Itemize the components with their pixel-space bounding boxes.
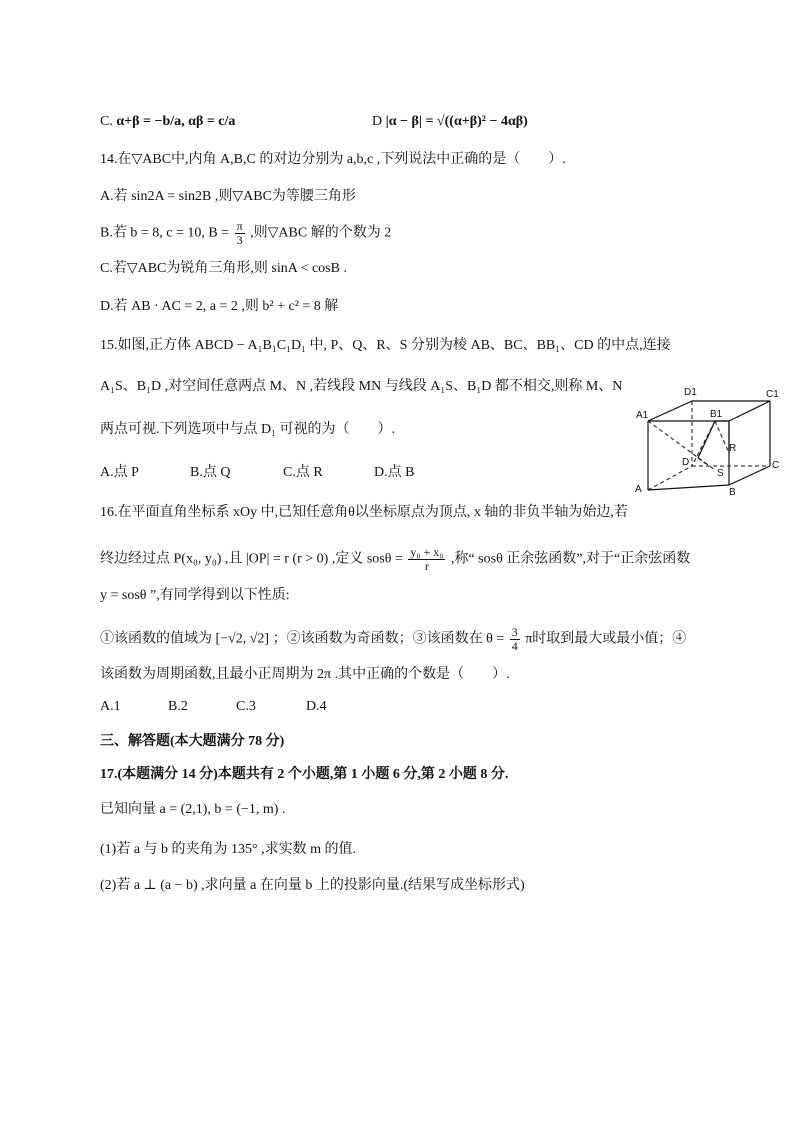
- q17-part-1: (1)若 a 与 b 的夹角为 135° ,求实数 m 的值.: [100, 842, 357, 857]
- q16-line-3: y = sosθ ”,有同学得到以下性质:: [100, 588, 290, 603]
- q15-option-d: D.点 B: [374, 465, 415, 480]
- label-s: S: [717, 468, 724, 479]
- q16-line-4: [100, 626, 686, 653]
- q14-option-b-fraction: [235, 220, 245, 247]
- label-c: C: [772, 460, 780, 471]
- q15-option-b: B.点 Q: [190, 465, 231, 480]
- q14-option-b-post: ,则▽ABC 解的个数为 2: [250, 225, 392, 241]
- q13-option-d-expr: |α − β| = √((α+β)² − 4αβ): [385, 114, 528, 129]
- q16-line-2: [100, 546, 690, 573]
- label-a1: A1: [636, 410, 649, 421]
- label-a: A: [635, 484, 642, 495]
- label-c1: C1: [766, 389, 779, 400]
- label-b1: B1: [710, 409, 723, 420]
- label-b: B: [729, 487, 736, 498]
- q16-line-5: 该函数为周期函数,且最小正周期为 2π .其中正确的个数是（ ）.: [100, 667, 510, 682]
- fraction-numerator: y₀ + x₀: [410, 545, 444, 559]
- fraction-denominator: r: [424, 559, 429, 573]
- fraction-denominator: 3: [236, 233, 243, 247]
- q13-option-d-label: D: [372, 114, 383, 129]
- q16-option-d: D.4: [306, 699, 327, 714]
- q17-head: 17.(本题满分 14 分)本题共有 2 个小题,第 1 小题 6 分,第 2 小题 8 分.: [100, 767, 509, 782]
- q14-option-b: [100, 220, 391, 247]
- fraction-numerator: π: [236, 219, 243, 233]
- q16-line-4-fraction: [510, 626, 520, 653]
- label-r: R: [729, 443, 737, 454]
- q15-line-3: 两点可视.下列选项中与点 D₁ 可视的为（ ）.: [100, 422, 395, 437]
- label-d1: D1: [684, 387, 697, 398]
- label-d: D: [682, 457, 690, 468]
- q16-option-a: A.1: [100, 699, 121, 714]
- section-heading: 三、解答题(本大题满分 78 分): [100, 734, 285, 749]
- q16-line-1: 16.在平面直角坐标系 xOy 中,已知任意角θ以坐标原点为顶点, x 轴的非负半轴为始边,若: [100, 505, 628, 520]
- q14-option-b-pre: B.若 b = 8, c = 10, B =: [100, 225, 230, 241]
- q13-option-c-label: C.: [100, 114, 113, 129]
- q16-line-4-pre: ①该函数的值域为 [−√2, √2] ；②该函数为奇函数；③该函数在 θ =: [100, 631, 505, 647]
- q14-option-a: A.若 sin2A = sin2B ,则▽ABC为等腰三角形: [100, 189, 356, 204]
- q16-line-4-post: π时取到最大或最小值；④: [525, 631, 687, 647]
- q15-option-a: A.点 P: [100, 465, 139, 480]
- q13-option-d: [372, 112, 528, 132]
- q14-option-c: C.若▽ABC为锐角三角形,则 sinA < cosB .: [100, 261, 347, 276]
- q17-part-2: (2)若 a ⊥ (a − b) ,求向量 a 在向量 b 上的投影向量.(结果写成坐标形式): [100, 878, 525, 893]
- q16-option-c: C.3: [236, 699, 256, 714]
- q15-line-1: 15.如图,正方体 ABCD − A₁B₁C₁D₁ 中, P、Q、R、S 分别为棱 AB、BC、BB₁、CD 的中点,连接: [100, 338, 671, 353]
- q15-line-2: A₁S、B₁D ,对空间任意两点 M、N ,若线段 MN 与线段 A₁S、B₁D 都不相交,则称 M、N: [100, 379, 623, 394]
- fraction-numerator: 3: [511, 625, 518, 639]
- q16-line-2-pre: 终边经过点 P(x₀, y₀) ,且 |OP| = r (r > 0) ,定义 sosθ =: [100, 551, 403, 567]
- cube-figure: [632, 382, 784, 500]
- q14-stem: 14.在▽ABC中,内角 A,B,C 的对边分别为 a,b,c ,下列说法中正确的是（ ）.: [100, 152, 566, 167]
- q15-option-c: C.点 R: [283, 465, 323, 480]
- q16-line-2-fraction: [408, 546, 445, 573]
- fraction-denominator: 4: [511, 639, 518, 653]
- q13-option-c: [100, 112, 235, 132]
- q16-option-b: B.2: [168, 699, 188, 714]
- q14-option-d: D.若 AB · AC = 2, a = 2 ,则 b² + c² = 8 解: [100, 299, 339, 314]
- q17-given: 已知向量 a = (2,1), b = (−1, m) .: [100, 802, 286, 817]
- q13-option-c-expr: α+β = −b/a, αβ = c/a: [116, 114, 236, 129]
- q16-line-2-post: ,称“ sosθ 正余弦函数”,对于“正余弦函数: [450, 551, 691, 567]
